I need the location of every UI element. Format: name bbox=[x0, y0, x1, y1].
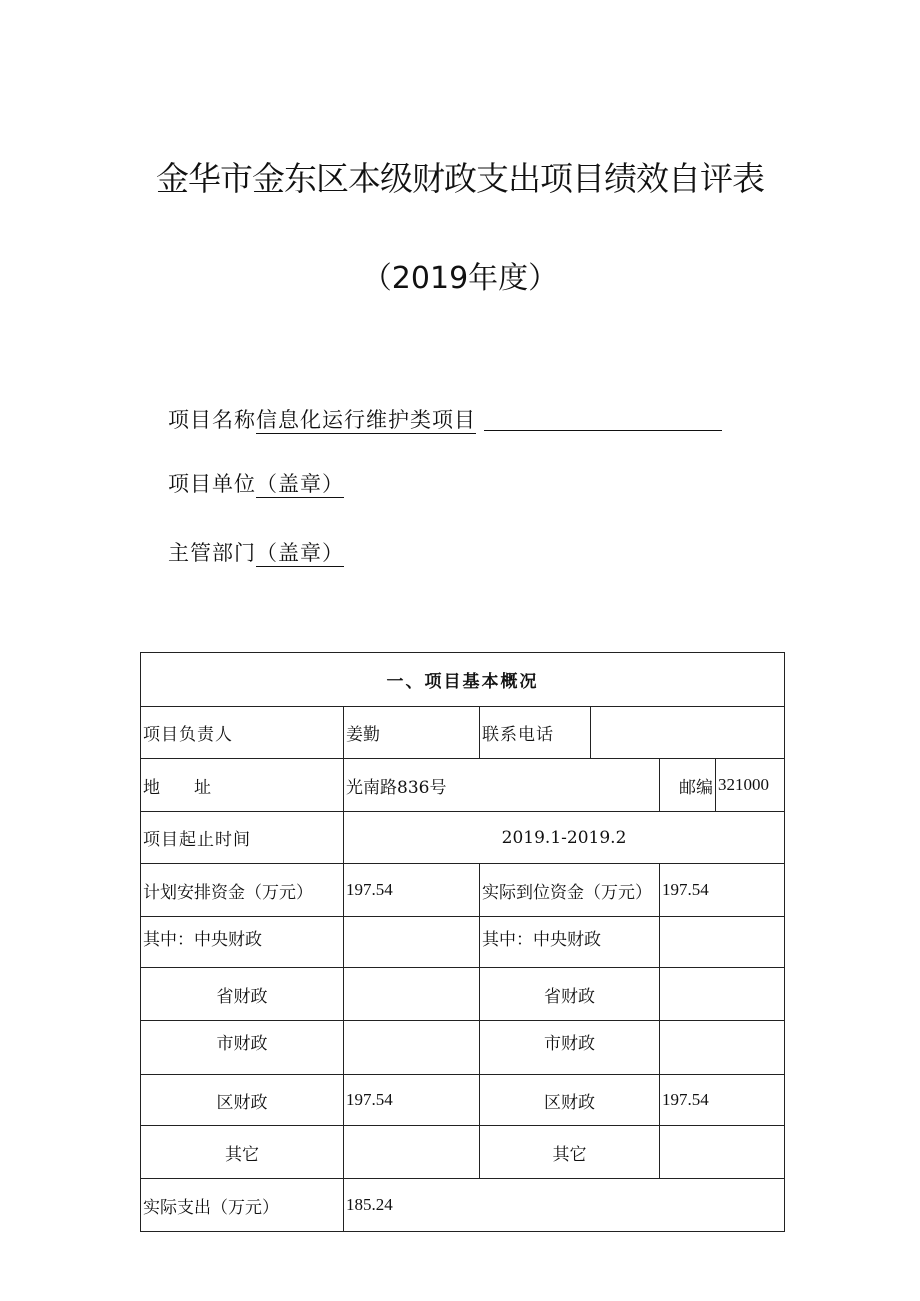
leader-label: 项目负责人 bbox=[141, 707, 344, 759]
central-planned bbox=[344, 917, 480, 968]
section-title: 一、项目基本概况 bbox=[141, 653, 785, 707]
province-label: 省财政 bbox=[141, 968, 344, 1021]
dept-label: 主管部门 bbox=[168, 541, 256, 565]
address-value: 光南路836号 bbox=[344, 759, 660, 812]
table-row bbox=[141, 707, 785, 759]
central-actual bbox=[660, 917, 785, 968]
project-name-field bbox=[168, 404, 722, 434]
phone-label: 联系电话 bbox=[480, 707, 591, 759]
phone-value bbox=[591, 707, 785, 759]
table-row bbox=[141, 968, 785, 1021]
project-overview-table bbox=[140, 652, 785, 1232]
table-row bbox=[141, 917, 785, 968]
document-title: 金华市金东区本级财政支出项目绩效自评表 bbox=[156, 159, 764, 198]
district-label-right: 区财政 bbox=[480, 1075, 660, 1126]
table-row bbox=[141, 1075, 785, 1126]
province-actual bbox=[660, 968, 785, 1021]
district-actual: 197.54 bbox=[660, 1075, 785, 1126]
table-row bbox=[141, 1126, 785, 1179]
document-year: （2019年度） bbox=[361, 261, 559, 296]
leader-value: 姜勤 bbox=[344, 707, 480, 759]
period-value: 2019.1-2019.2 bbox=[344, 812, 785, 864]
district-planned: 197.54 bbox=[344, 1075, 480, 1126]
project-name-label: 项目名称 bbox=[168, 408, 256, 432]
project-unit-field bbox=[168, 468, 344, 498]
city-planned bbox=[344, 1021, 480, 1075]
table-row bbox=[141, 1179, 785, 1232]
city-label: 市财政 bbox=[141, 1021, 344, 1075]
dept-value: （盖章） bbox=[256, 541, 344, 565]
city-actual bbox=[660, 1021, 785, 1075]
other-actual bbox=[660, 1126, 785, 1179]
table-row bbox=[141, 1021, 785, 1075]
actual-value: 197.54 bbox=[660, 864, 785, 917]
province-planned bbox=[344, 968, 480, 1021]
period-label: 项目起止时间 bbox=[141, 812, 344, 864]
central-label-right: 其中：中央财政 bbox=[480, 917, 660, 968]
city-label-right: 市财政 bbox=[480, 1021, 660, 1075]
planned-label: 计划安排资金（万元） bbox=[141, 864, 344, 917]
project-name-underline bbox=[484, 429, 722, 431]
other-label-right: 其它 bbox=[480, 1126, 660, 1179]
expense-value: 185.24 bbox=[344, 1179, 785, 1232]
planned-value: 197.54 bbox=[344, 864, 480, 917]
project-unit-value: （盖章） bbox=[256, 472, 344, 496]
other-planned bbox=[344, 1126, 480, 1179]
table-row bbox=[141, 759, 785, 812]
expense-label: 实际支出（万元） bbox=[141, 1179, 344, 1232]
actual-label: 实际到位资金（万元） bbox=[480, 864, 660, 917]
dept-field bbox=[168, 537, 344, 567]
province-label-right: 省财政 bbox=[480, 968, 660, 1021]
zip-label: 邮编 bbox=[660, 759, 716, 812]
project-unit-label: 项目单位 bbox=[168, 472, 256, 496]
other-label: 其它 bbox=[141, 1126, 344, 1179]
table-row bbox=[141, 653, 785, 707]
table-row bbox=[141, 864, 785, 917]
district-label: 区财政 bbox=[141, 1075, 344, 1126]
project-name-value: 信息化运行维护类项目 bbox=[256, 408, 476, 432]
central-label: 其中：中央财政 bbox=[141, 917, 344, 968]
table-row bbox=[141, 812, 785, 864]
address-label: 地 址 bbox=[141, 759, 344, 812]
zip-value: 321000 bbox=[716, 759, 785, 812]
